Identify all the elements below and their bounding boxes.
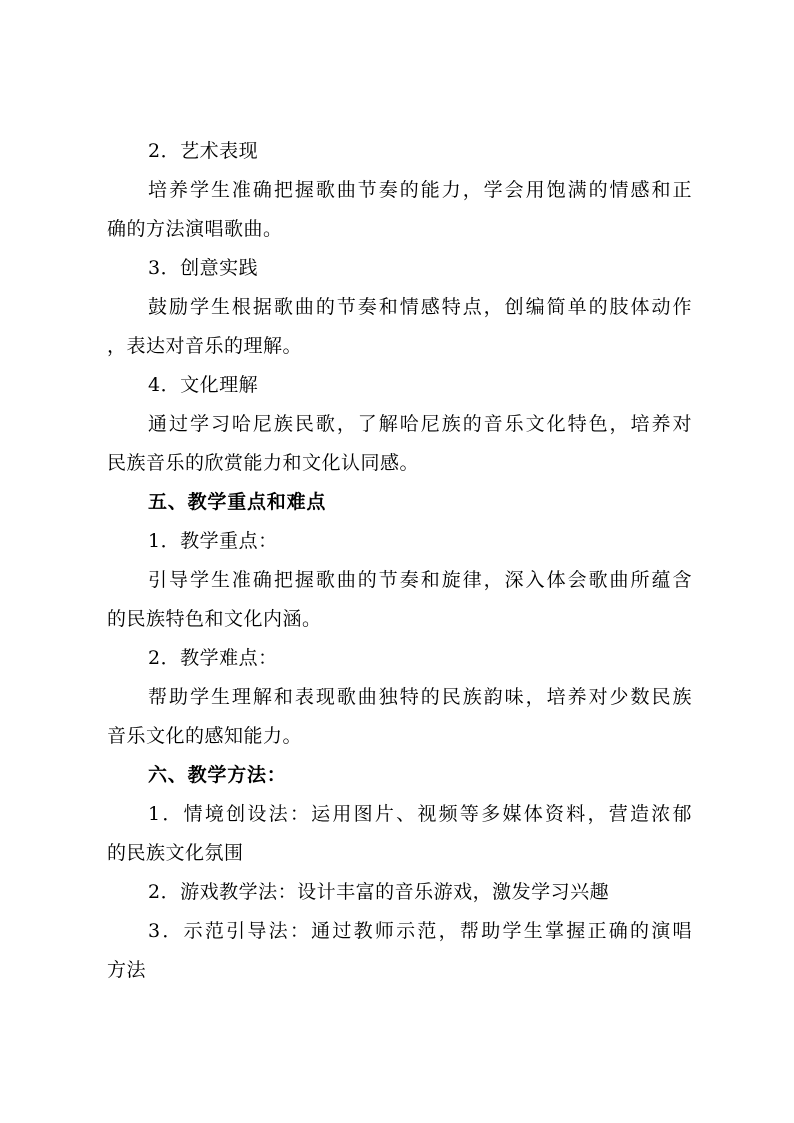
paragraph-line: 3．示范引导法：通过教师示范，帮助学生掌握正确的演唱 xyxy=(148,920,692,942)
subheading-cultural-understanding: 4．文化理解 xyxy=(148,374,259,396)
paragraph-line: 鼓励学生根据歌曲的节奏和情感特点，创编简单的肢体动作 xyxy=(148,296,692,318)
document-body xyxy=(107,132,692,990)
paragraph-line: 方法 xyxy=(107,959,147,981)
subheading-teaching-focus: 1．教学重点： xyxy=(148,530,278,552)
paragraph-line: ，表达对音乐的理解。 xyxy=(107,335,303,357)
section-heading-teaching-methods: 六、教学方法： xyxy=(148,764,287,786)
paragraph-line: 音乐文化的感知能力。 xyxy=(107,725,303,747)
paragraph-line: 的民族文化氛围 xyxy=(107,842,244,864)
paragraph-line: 1．情境创设法：运用图片、视频等多媒体资料，营造浓郁 xyxy=(148,803,692,825)
paragraph-line: 民族音乐的欣赏能力和文化认同感。 xyxy=(107,452,420,474)
subheading-art-expression: 2．艺术表现 xyxy=(148,140,259,162)
paragraph-line: 培养学生准确把握歌曲节奏的能力，学会用饱满的情感和正 xyxy=(148,179,692,201)
paragraph-line: 确的方法演唱歌曲。 xyxy=(107,218,283,240)
paragraph-line: 通过学习哈尼族民歌，了解哈尼族的音乐文化特色，培养对 xyxy=(148,413,692,435)
section-heading-key-points: 五、教学重点和难点 xyxy=(148,491,327,513)
paragraph-line: 的民族特色和文化内涵。 xyxy=(107,608,322,630)
paragraph-line: 帮助学生理解和表现歌曲独特的民族韵味，培养对少数民族 xyxy=(148,686,692,708)
subheading-teaching-difficulty: 2．教学难点： xyxy=(148,647,278,669)
paragraph-line: 引导学生准确把握歌曲的节奏和旋律，深入体会歌曲所蕴含 xyxy=(148,569,692,591)
subheading-creative-practice: 3．创意实践 xyxy=(148,257,259,279)
paragraph-line: 2．游戏教学法：设计丰富的音乐游戏，激发学习兴趣 xyxy=(148,881,610,903)
